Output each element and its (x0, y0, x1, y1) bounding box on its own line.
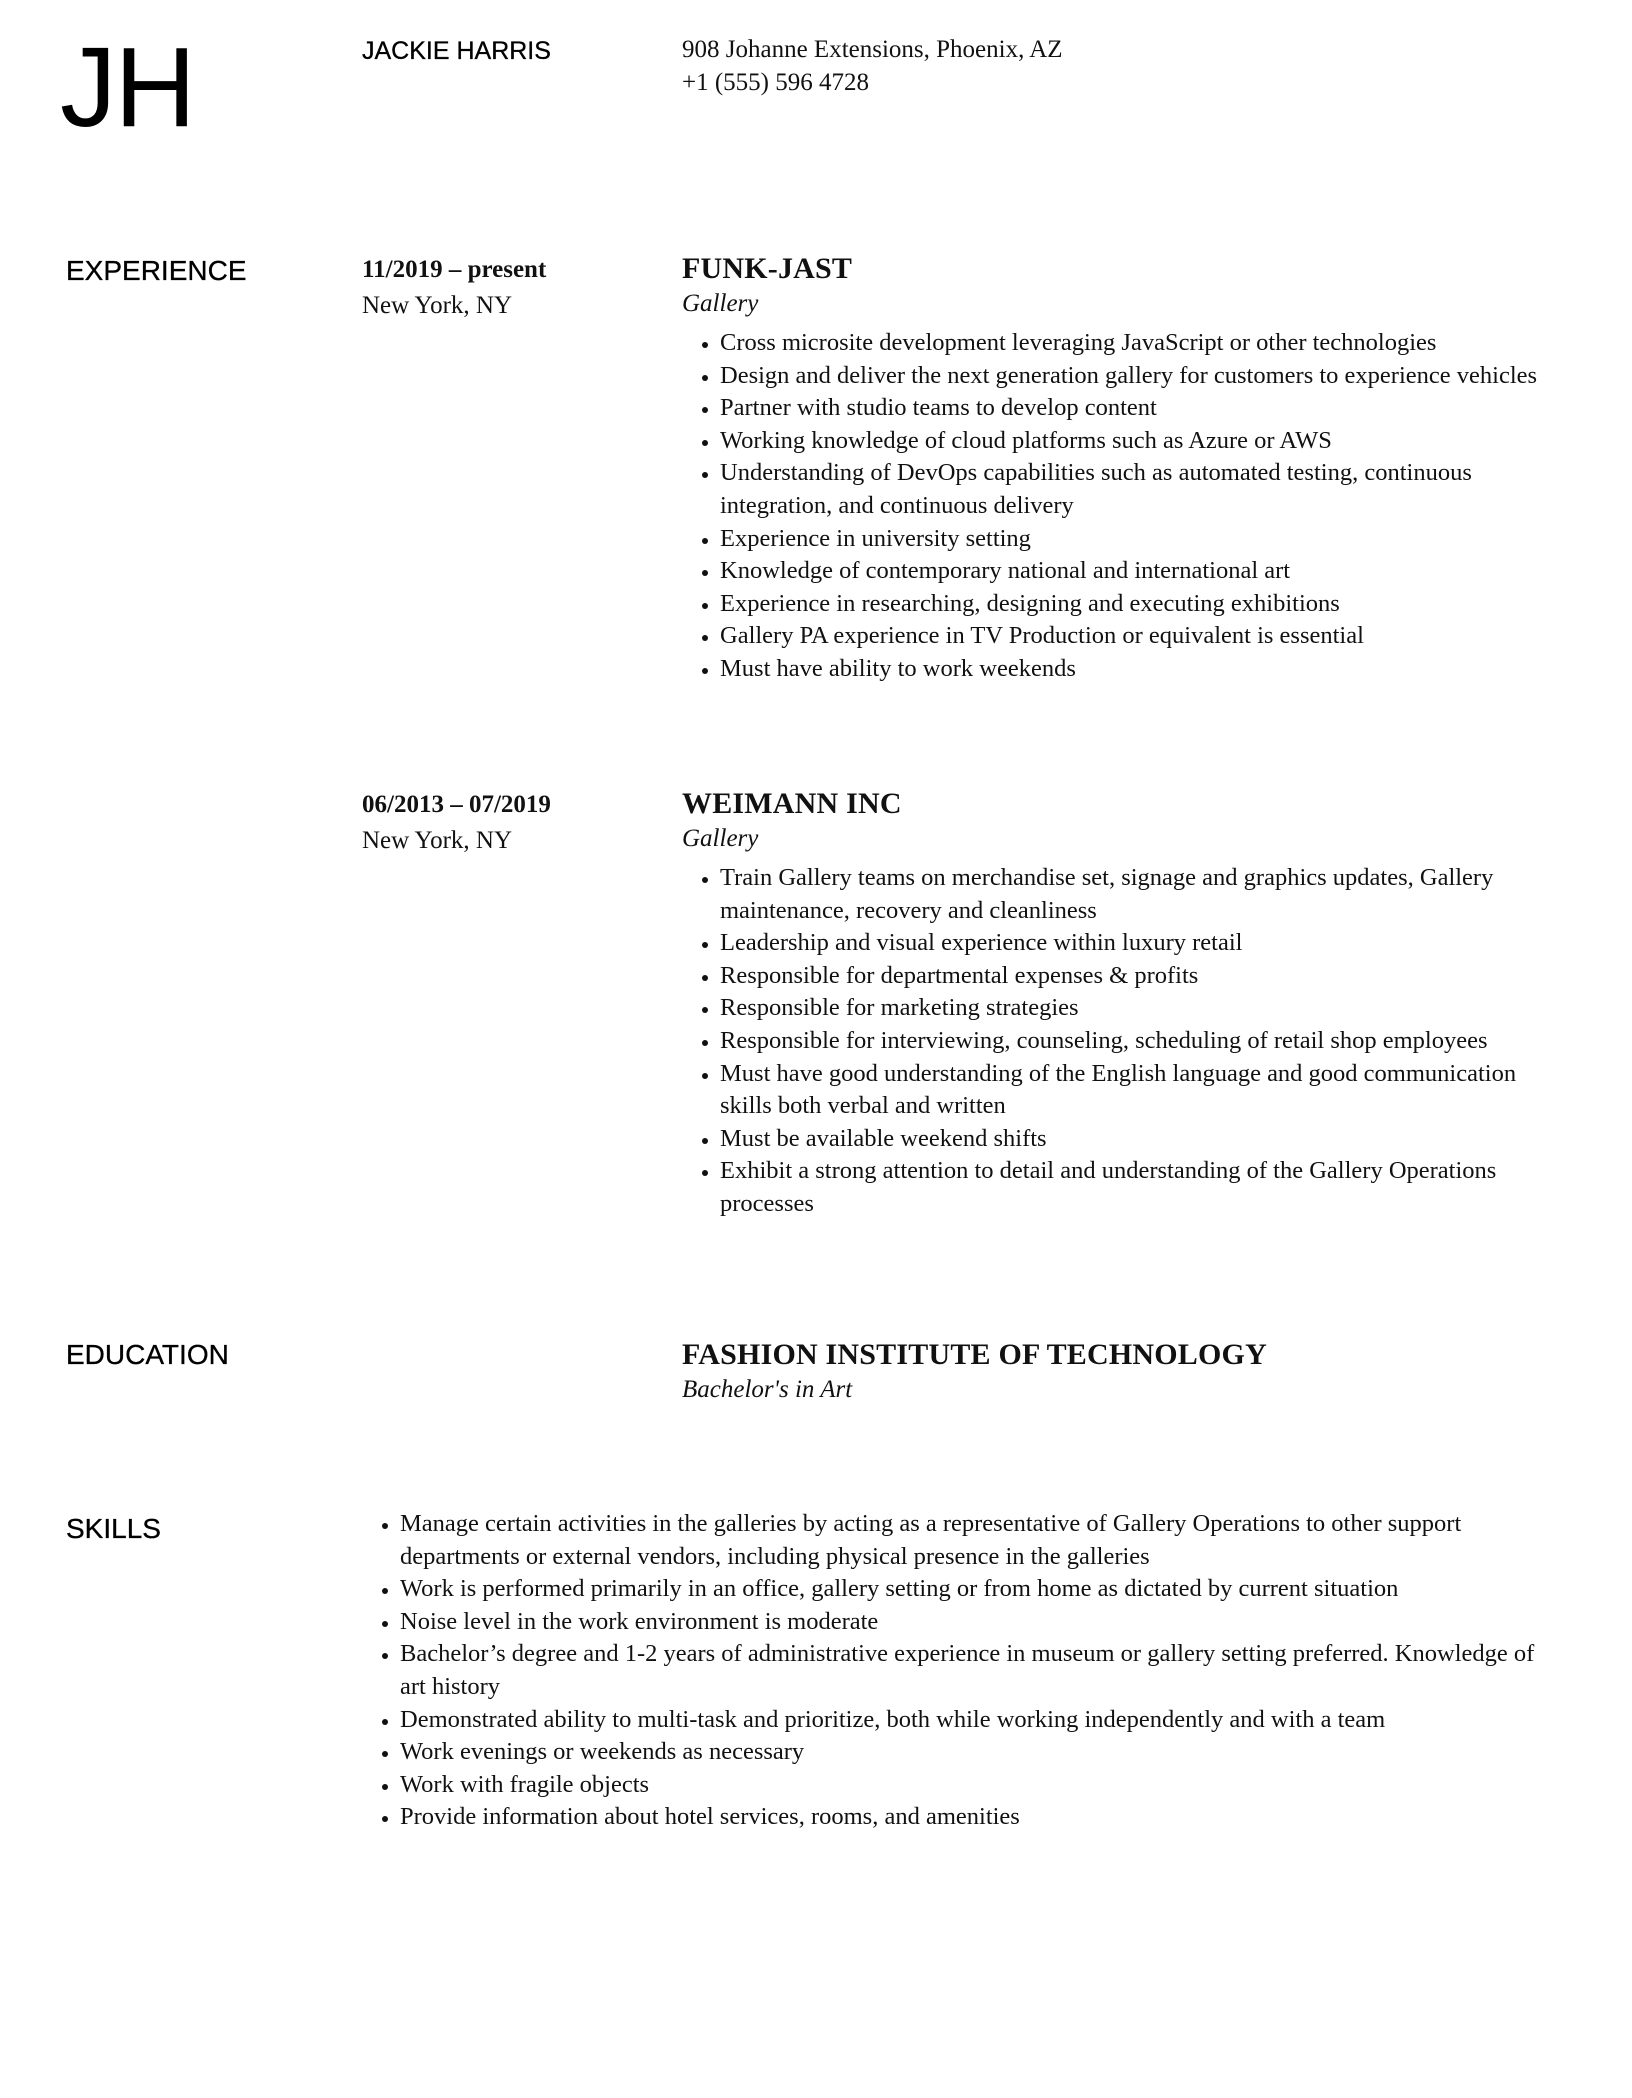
list-item: • Provide information about hotel services, rooms, and amenities (400, 1801, 1562, 1834)
list-item: • Work is performed primarily in an office, gallery setting or from home as dictated by current situation (400, 1573, 1562, 1606)
job-1-meta (362, 252, 546, 324)
education-entry (682, 1337, 1562, 1407)
monogram: JH (60, 24, 195, 150)
job-role: Gallery (682, 290, 759, 317)
list-item: • Manage certain activities in the galleries by acting as a representative of Gallery Operations to other support departments or external vendors, including physical presence in the galleries (400, 1508, 1562, 1573)
list-item: • Cross microsite development leveraging JavaScript or other technologies (720, 327, 1562, 360)
company-name: WEIMANN INC (682, 787, 902, 820)
address: 908 Johanne Extensions, Phoenix, AZ (682, 36, 1063, 63)
skills-list-container (362, 1508, 1562, 1834)
list-item: • Must have good understanding of the English language and good communication skills both verbal and written (720, 1058, 1562, 1123)
education-heading: EDUCATION (66, 1339, 229, 1370)
job-location: New York, NY (362, 827, 513, 854)
job-location: New York, NY (362, 292, 513, 319)
list-item: • Must be available weekend shifts (720, 1123, 1562, 1156)
list-item: • Work with fragile objects (400, 1769, 1562, 1802)
list-item: • Work evenings or weekends as necessary (400, 1736, 1562, 1769)
contact-info (682, 34, 1063, 99)
job-2-meta (362, 787, 551, 859)
skills-heading: SKILLS (66, 1513, 161, 1544)
list-item: • Partner with studio teams to develop content (720, 392, 1562, 425)
list-item: • Train Gallery teams on merchandise set, signage and graphics updates, Gallery maintenance, recovery and cleanliness (720, 862, 1562, 927)
list-item: • Experience in university setting (720, 523, 1562, 556)
company-name: FUNK-JAST (682, 252, 853, 285)
list-item: • Must have ability to work weekends (720, 653, 1562, 686)
list-item: • Understanding of DevOps capabilities such as automated testing, continuous integration, and continuous delivery (720, 457, 1562, 522)
list-item: • Leadership and visual experience within luxury retail (720, 927, 1562, 960)
job-2 (682, 786, 1562, 1221)
degree: Bachelor's in Art (682, 1376, 853, 1403)
skills-list (362, 1508, 1562, 1834)
list-item: • Design and deliver the next generation gallery for customers to experience vehicles (720, 360, 1562, 393)
list-item: • Gallery PA experience in TV Production or equivalent is essential (720, 620, 1562, 653)
list-item: • Experience in researching, designing and executing exhibitions (720, 588, 1562, 621)
job-role: Gallery (682, 825, 759, 852)
list-item: • Responsible for marketing strategies (720, 992, 1562, 1025)
job-1-bullets (682, 327, 1562, 686)
list-item: • Bachelor’s degree and 1-2 years of administrative experience in museum or gallery setting preferred. Knowledge of art history (400, 1638, 1562, 1703)
job-1 (682, 251, 1562, 686)
list-item: • Demonstrated ability to multi-task and prioritize, both while working independently and with a team (400, 1704, 1562, 1737)
experience-heading: EXPERIENCE (66, 255, 247, 286)
candidate-name: JACKIE HARRIS (362, 37, 551, 65)
list-item: • Responsible for interviewing, counseling, scheduling of retail shop employees (720, 1025, 1562, 1058)
school-name: FASHION INSTITUTE OF TECHNOLOGY (682, 1338, 1267, 1371)
job-dates: 06/2013 – 07/2019 (362, 791, 551, 818)
list-item: • Knowledge of contemporary national and international art (720, 555, 1562, 588)
job-2-bullets (682, 862, 1562, 1221)
list-item: • Noise level in the work environment is moderate (400, 1606, 1562, 1639)
list-item: • Working knowledge of cloud platforms such as Azure or AWS (720, 425, 1562, 458)
job-dates: 11/2019 – present (362, 256, 547, 283)
list-item: • Exhibit a strong attention to detail and understanding of the Gallery Operations processes (720, 1155, 1562, 1220)
phone: +1 (555) 596 4728 (682, 68, 869, 96)
list-item: • Responsible for departmental expenses & profits (720, 960, 1562, 993)
